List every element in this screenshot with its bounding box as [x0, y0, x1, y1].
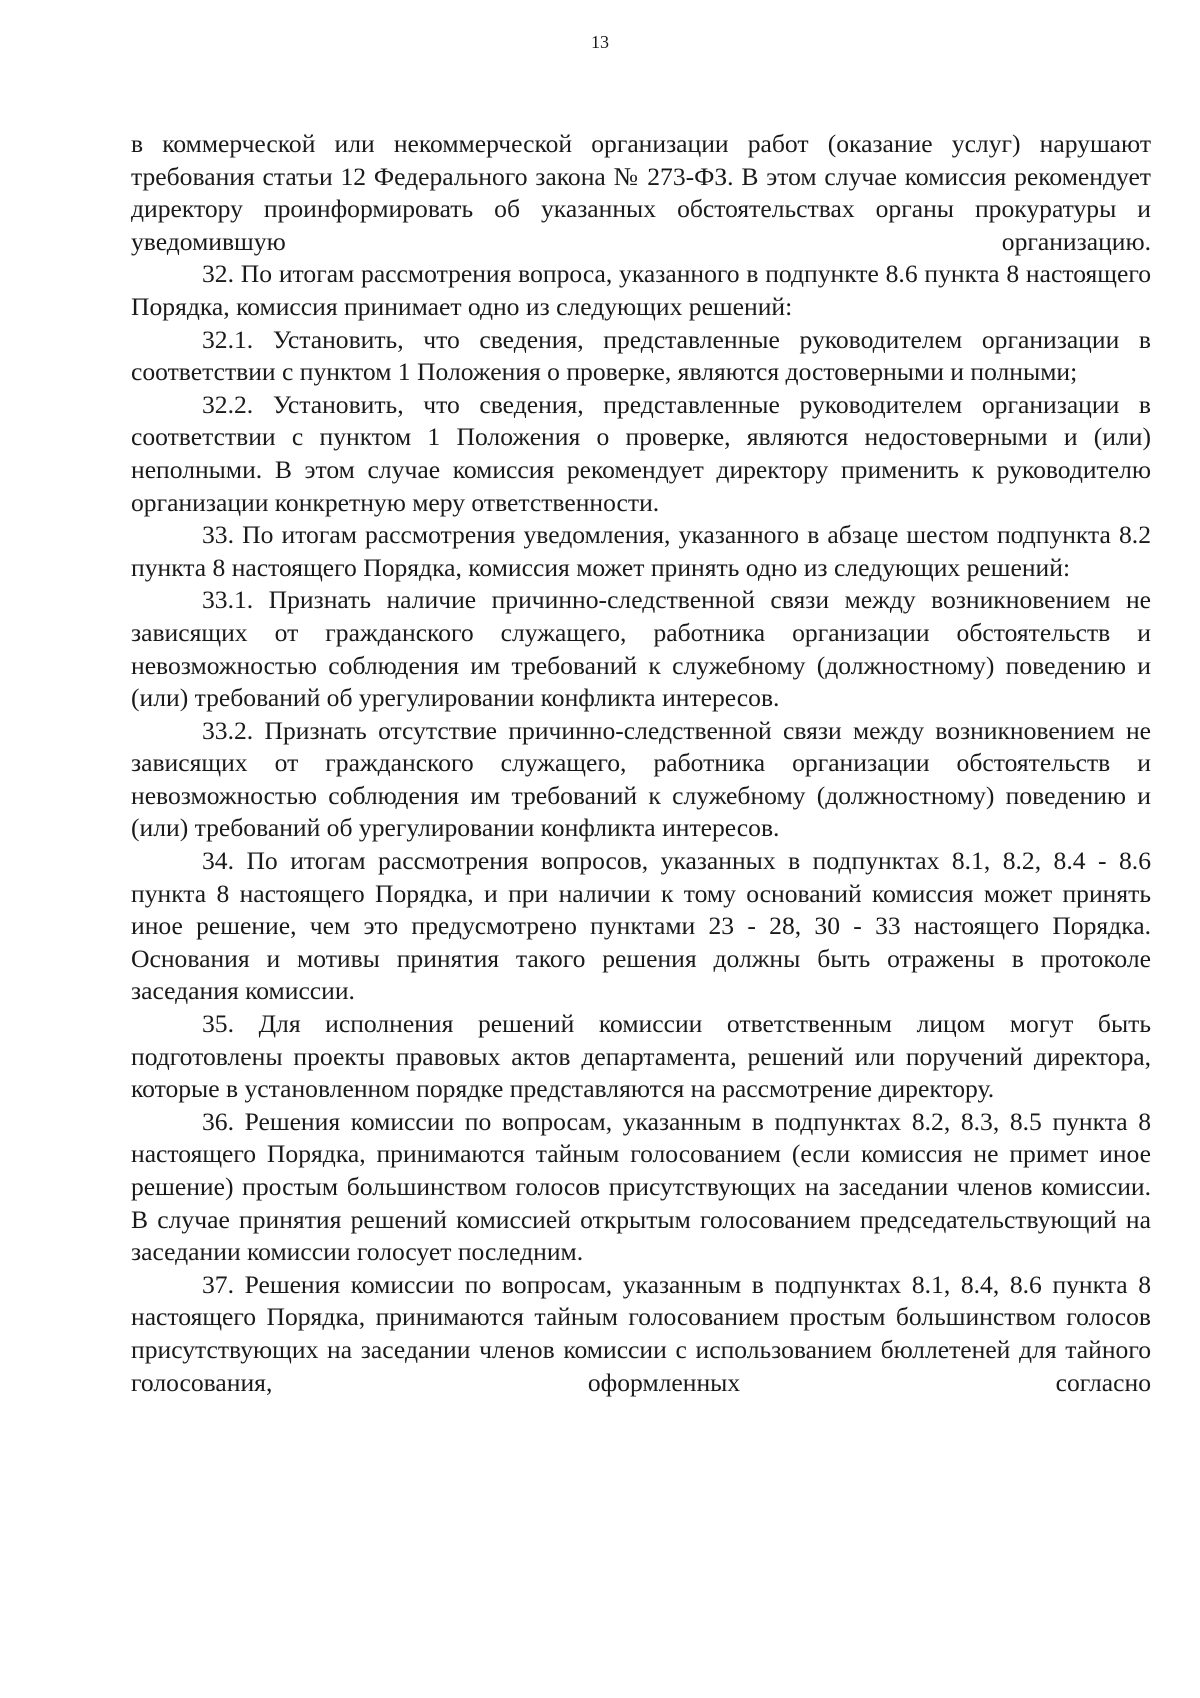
paragraph: 37. Решения комиссии по вопросам, указанным в подпунктах 8.1, 8.4, 8.6 пункта 8 настоящего Порядка, принимаются тайным голосованием простым большинством голосов присутствующих на заседании членов комиссии с использованием бюллетеней для тайного голосования, оформленных согласно [131, 1269, 1151, 1397]
paragraph: 34. По итогам рассмотрения вопросов, указанных в подпунктах 8.1, 8.2, 8.4 - 8.6 пункта 8 настоящего Порядка, и при наличии к тому оснований комиссия может принять иное решение, чем это предусмотрено пунктами 23 - 28, 30 - 33 настоящего Порядка. Основания и мотивы принятия такого решения должны быть отражены в протоколе заседания комиссии. [131, 846, 1151, 1006]
page-number: 13 [591, 32, 609, 52]
paragraph: 32. По итогам рассмотрения вопроса, указанного в подпункте 8.6 пункта 8 настоящего Порядка, комиссия принимает одно из следующих решений: [131, 259, 1151, 321]
paragraph: 33.1. Признать наличие причинно-следственной связи между возникновением не зависящих от гражданского служащего, работника организации обстоятельств и невозможностью соблюдения им требований к служебному (должностному) поведению и (или) требований об урегулировании конфликта интересов. [131, 585, 1151, 713]
paragraph: 33. По итогам рассмотрения уведомления, указанного в абзаце шестом подпункта 8.2 пункта 8 настоящего Порядка, комиссия может принять одно из следующих решений: [131, 520, 1151, 582]
document-body [131, 128, 1151, 1399]
paragraph: 35. Для исполнения решений комиссии ответственным лицом могут быть подготовлены проекты правовых актов департамента, решений или поручений директора, которые в установленном порядке представляются на рассмотрение директору. [131, 1009, 1151, 1104]
paragraph: 32.2. Установить, что сведения, представленные руководителем организации в соответствии с пунктом 1 Положения о проверке, являются недостоверными и (или) неполными. В этом случае комиссия рекомендует директору применить к руководителю организации конкретную меру ответственности. [131, 389, 1151, 517]
paragraph: в коммерческой или некоммерческой организации работ (оказание услуг) нарушают требования статьи 12 Федерального закона № 273-ФЗ. В этом случае комиссия рекомендует директору проинформировать об указанных обстоятельствах органы прокуратуры и уведомившую организацию. [131, 129, 1151, 256]
paragraph: 33.2. Признать отсутствие причинно-следственной связи между возникновением не зависящих от гражданского служащего, работника организации обстоятельств и невозможностью соблюдения им требований к служебному (должностному) поведению и (или) требований об урегулировании конфликта интересов. [131, 715, 1151, 843]
paragraph: 32.1. Установить, что сведения, представленные руководителем организации в соответствии с пунктом 1 Положения о проверке, являются достоверными и полными; [131, 324, 1151, 387]
paragraph: 36. Решения комиссии по вопросам, указанным в подпунктах 8.2, 8.3, 8.5 пункта 8 настоящего Порядка, принимаются тайным голосованием (если комиссия не примет иное решение) простым большинством голосов присутствующих на заседании членов комиссии. В случае принятия решений комиссией открытым голосованием председательствующий на заседании комиссии голосует последним. [131, 1106, 1151, 1267]
